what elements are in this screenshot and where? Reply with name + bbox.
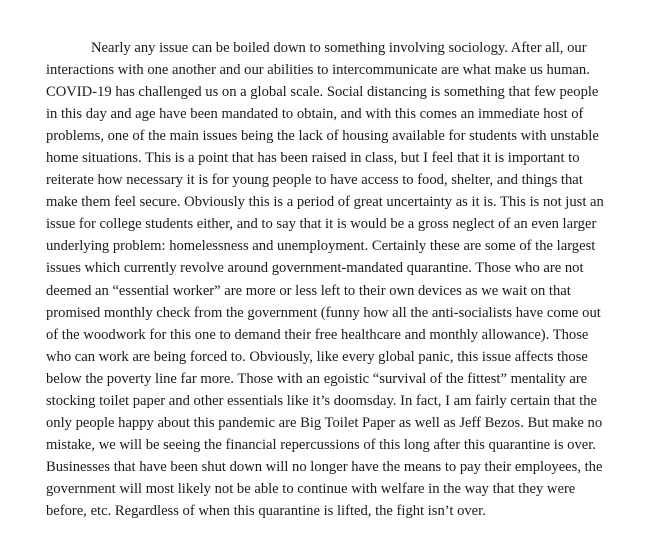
paragraph-line-3: COVID-19 has challenged us on a global scale. Social distancing is something that few people [46, 84, 599, 101]
paragraph-line-17: stocking toilet paper and other essentials like it’s doomsday. In fact, I am fairly certain that the [46, 392, 598, 409]
paragraph-line-22: before, etc. Regardless of when this quarantine is lifted, the fight isn’t over. [46, 502, 486, 519]
paragraph-line-13: promised monthly check from the government (funny how all the anti-socialists have come out [46, 304, 601, 321]
paragraph-line-2: interactions with one another and our abilities to intercommunicate are what make us human. [46, 62, 590, 79]
document-page [46, 37, 616, 522]
paragraph-line-9: issue for college students either, and to say that it is would be a gross neglect of an even larger [46, 216, 597, 233]
paragraph-line-5: problems, one of the main issues being the lack of housing available for students with unstable [46, 128, 599, 145]
paragraph-line-21: government will most likely not be able to continue with welfare in the way that they were [46, 480, 576, 497]
paragraph-line-16: below the poverty line far more. Those with an egoistic “survival of the fittest” mentality are [46, 370, 588, 387]
paragraph-line-6: home situations. This is a point that has been raised in class, but I feel that it is important to [46, 150, 580, 167]
essay-paragraph [46, 37, 616, 522]
paragraph-line-19: mistake, we will be seeing the financial repercussions of this long after this quarantine is over. [46, 436, 596, 453]
paragraph-line-15: who can work are being forced to. Obviously, like every global panic, this issue affects those [46, 348, 588, 365]
paragraph-line-8: make them feel secure. Obviously this is a period of great uncertainty as it is. This is not just an [46, 194, 604, 211]
paragraph-line-14: of the woodwork for this one to demand their free healthcare and monthly allowance). Those [46, 326, 589, 343]
paragraph-line-10: underlying problem: homelessness and unemployment. Certainly these are some of the largest [46, 238, 596, 255]
paragraph-line-20: Businesses that have been shut down will no longer have the means to pay their employees, the [46, 458, 603, 475]
paragraph-line-1: Nearly any issue can be boiled down to something involving sociology. After all, our [91, 40, 587, 56]
paragraph-line-7: reiterate how necessary it is for young people to have access to food, shelter, and things that [46, 172, 583, 189]
paragraph-line-11: issues which currently revolve around government-mandated quarantine. Those who are not [46, 260, 584, 277]
paragraph-line-12: deemed an “essential worker” are more or less left to their own devices as we wait on that [46, 282, 571, 299]
paragraph-line-18: only people happy about this pandemic are Big Toilet Paper as well as Jeff Bezos. But make no [46, 414, 603, 431]
paragraph-line-4: in this day and age have been mandated to obtain, and with this comes an immediate host of [46, 106, 584, 123]
